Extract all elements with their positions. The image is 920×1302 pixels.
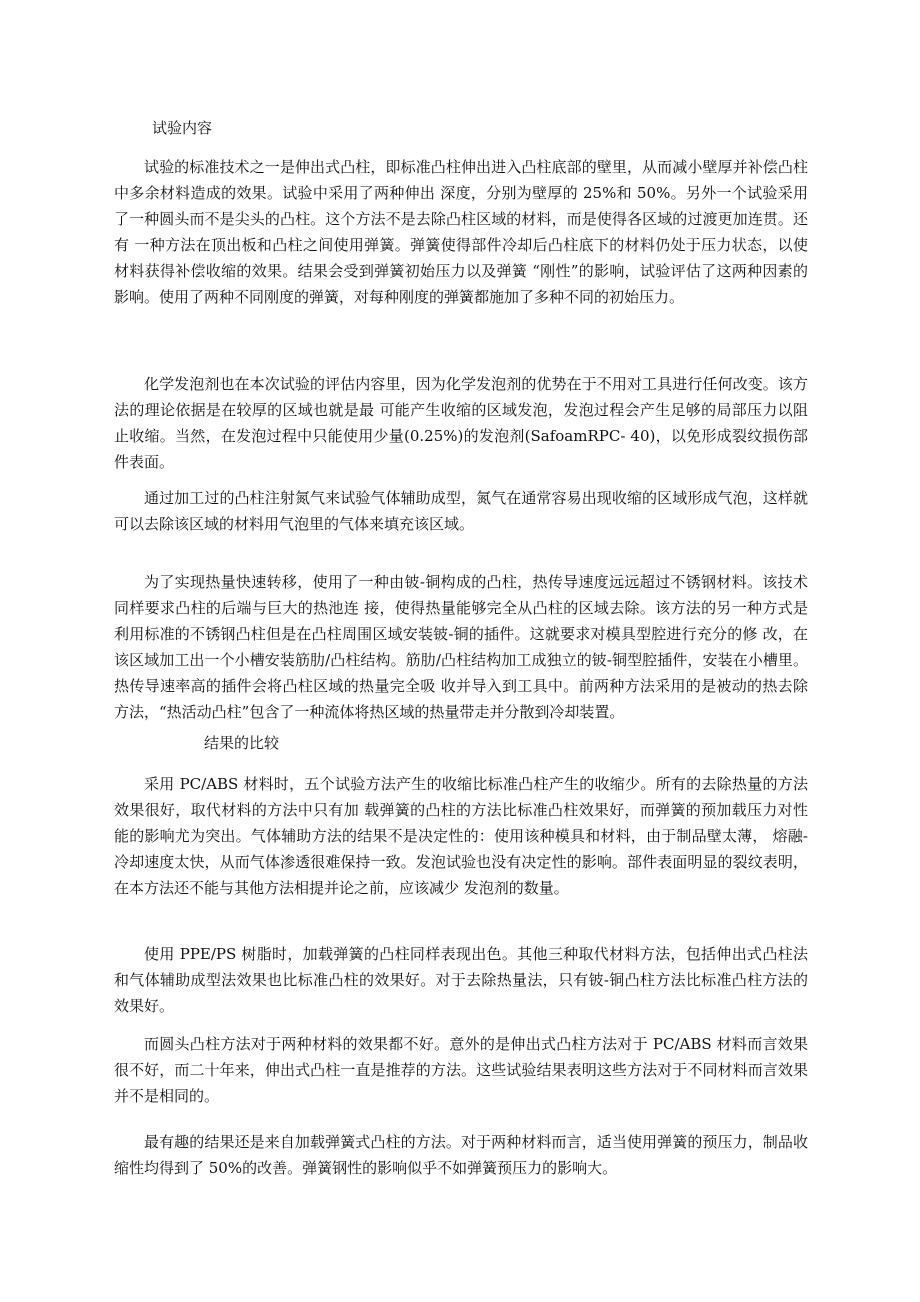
paragraph-pc-abs-results: 采用 PC/ABS 材料时，五个试验方法产生的收缩比标准凸柱产生的收缩少。所有的去除热量的方法效果很好，取代材料的方法中只有加 载弹簧的凸柱的方法比标准凸柱效果好，而弹簧的预加载压力对性能的影响尤为突出。气体辅助方法的结果不是决定性的：使用该种模具和材料，由于制品壁太薄， 熔融-冷却速度太快，从而气体渗透很难保持一致。发泡试验也没有决定性的影响。部件表面明显的裂纹表明，在本方法还不能与其他方法相提并论之前，应该减少 发泡剂的数量。 [114, 775, 808, 897]
paragraph-round-head-results: 而圆头凸柱方法对于两种材料的效果都不好。意外的是伸出式凸柱方法对于 PC/ABS 材料而言效果很不好，而二十年来，伸出式凸柱一直是推荐的方法。这些试验结果表明这些方法对于不同材料而言效果并不是相同的。 [114, 1035, 808, 1105]
section-heading-results-comparison: 结果的比较 [204, 734, 280, 752]
paragraph-spring-loaded-results: 最有趣的结果还是来自加载弹簧式凸柱的方法。对于两种材料而言，适当使用弹簧的预压力，制品收缩性均得到了 50%的改善。弹簧钢性的影响似乎不如弹簧预压力的影响大。 [114, 1133, 808, 1177]
paragraph-chemical-foaming: 化学发泡剂也在本次试验的评估内容里，因为化学发泡剂的优势在于不用对工具进行任何改变。该方法的理论依据是在较厚的区域也就是最 可能产生收缩的区域发泡，发泡过程会产生足够的局部压力以阻止收缩。当然，在发泡过程中只能使用少量(0.25%)的发泡剂(SafoamRPC- 40)，以免形成裂纹损伤部件表面。 [114, 375, 808, 471]
paragraph-ppe-ps-results: 使用 PPE/PS 树脂时，加载弹簧的凸柱同样表现出色。其他三种取代材料方法，包括伸出式凸柱法和气体辅助成型法效果也比标准凸柱的效果好。对于去除热量法，只有铍-铜凸柱方法比标准凸柱方法的效果好。 [114, 945, 808, 1015]
paragraph-extended-boss: 试验的标准技术之一是伸出式凸柱，即标准凸柱伸出进入凸柱底部的壁里，从而减小壁厚并补偿凸柱中多余材料造成的效果。试验中采用了两种伸出 深度，分别为壁厚的 25%和 50%。另外一个试验采用了一种圆头而不是尖头的凸柱。这个方法不是去除凸柱区域的材料，而是使得各区域的过渡更加连贯。还有 一种方法在顶出板和凸柱之间使用弹簧。弹簧使得部件冷却后凸柱底下的材料仍处于压力状态，以使材料获得补偿收缩的效果。结果会受到弹簧初始压力以及弹簧 “刚性”的影响，试验评估了这两种因素的影响。使用了两种不同刚度的弹簧，对每种刚度的弹簧都施加了多种不同的初始压力。 [114, 158, 808, 306]
paragraph-gas-assist: 通过加工过的凸柱注射氮气来试验气体辅助成型，氮气在通常容易出现收缩的区域形成气泡，这样就可以去除该区域的材料用气泡里的气体来填充该区域。 [114, 489, 808, 533]
paragraph-heat-transfer: 为了实现热量快速转移，使用了一种由铍-铜构成的凸柱，热传导速度远远超过不锈钢材料。该技术同样要求凸柱的后端与巨大的热池连 接，使得热量能够完全从凸柱的区域去除。该方法的另一种方式是利用标准的不锈钢凸柱但是在凸柱周围区域安装铍-铜的插件。这就要求对模具型腔进行充分的修 改，在该区域加工出一个小槽安装筋肋/凸柱结构。筋肋/凸柱结构加工成独立的铍-铜型腔插件，安装在小槽里。热传导速率高的插件会将凸柱区域的热量完全吸 收并导入到工具中。前两种方法采用的是被动的热去除方法，“热活动凸柱”包含了一种流体将热区域的热量带走并分散到冷却装置。 [114, 573, 808, 721]
section-heading-test-content: 试验内容 [152, 119, 213, 137]
